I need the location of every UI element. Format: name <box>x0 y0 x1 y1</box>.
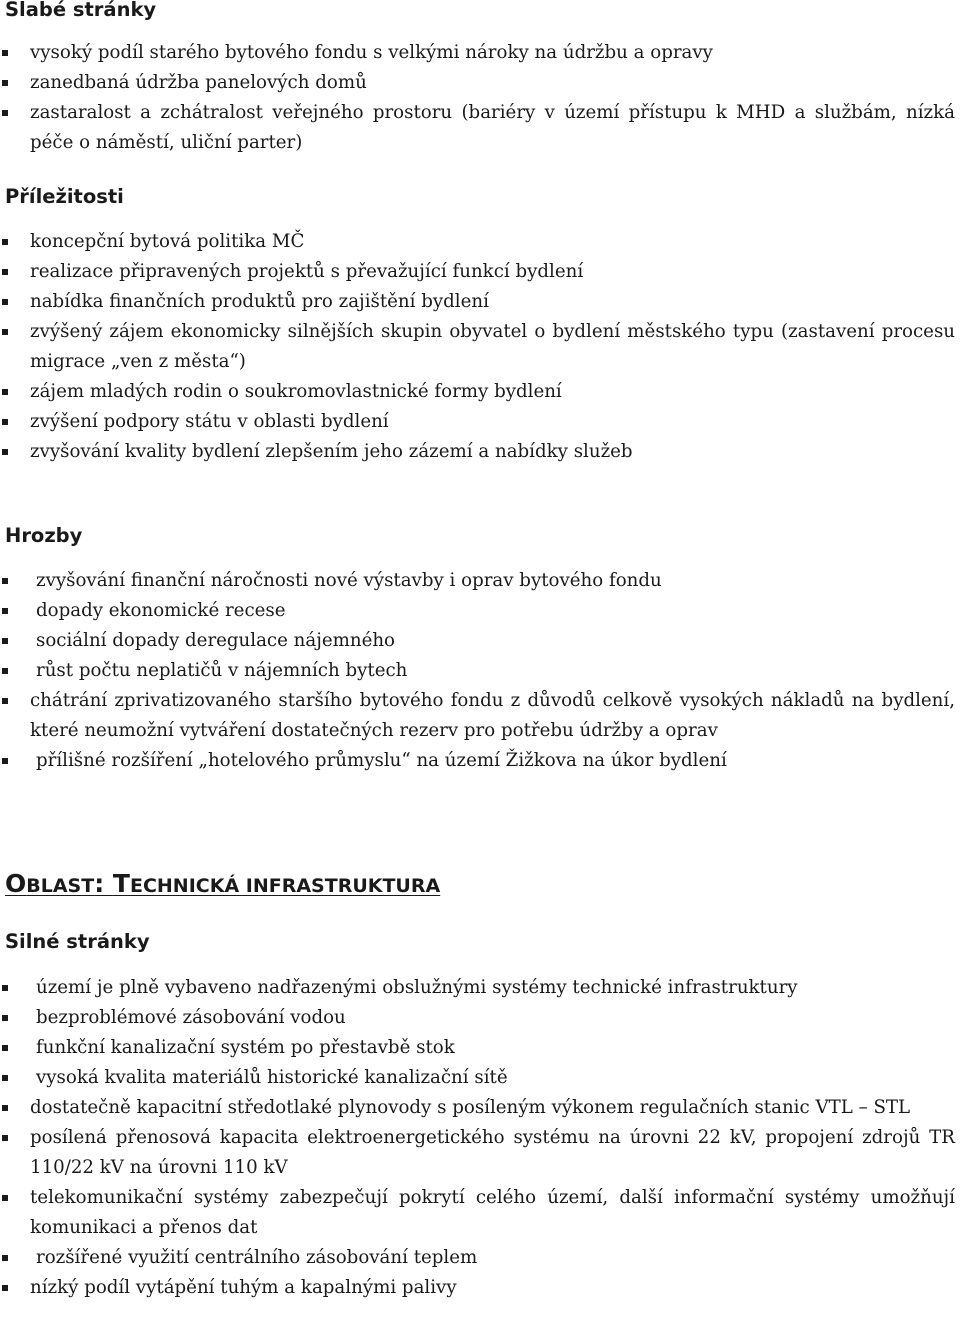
square-bullet-icon <box>2 985 8 991</box>
threats-heading: Hrozby <box>5 524 83 547</box>
list-item: realizace připravených projektů s převažující funkcí bydlení <box>0 257 960 287</box>
list-item: růst počtu neplatičů v nájemních bytech <box>0 656 960 686</box>
list-item: nabídka finančních produktů pro zajištění bydlení <box>0 287 960 317</box>
list-item: vysoká kvalita materiálů historické kanalizační sítě <box>0 1063 960 1093</box>
square-bullet-icon <box>2 449 8 455</box>
strengths-heading: Silné stránky <box>5 930 150 953</box>
square-bullet-icon <box>2 1285 8 1291</box>
square-bullet-icon <box>2 758 8 764</box>
weaknesses-heading: Slabé stránky <box>5 0 157 21</box>
square-bullet-icon <box>2 1105 8 1111</box>
list-item: zájem mladých rodin o soukromovlastnické formy bydlení <box>0 377 960 407</box>
list-item: funkční kanalizační systém po přestavbě stok <box>0 1033 960 1063</box>
list-item: zvyšování finanční náročnosti nové výstavby i oprav bytového fondu <box>0 566 960 596</box>
opportunities-heading: Příležitosti <box>5 185 124 208</box>
list-item: rozšířené využití centrálního zásobování teplem <box>0 1243 960 1273</box>
square-bullet-icon <box>2 1195 8 1201</box>
list-item: chátrání zprivatizovaného staršího bytového fondu z důvodů celkově vysokých nákladů na bydlení, které neumožní vytváření dostatečných rezerv pro potřebu údržby a oprav <box>0 686 960 746</box>
list-item: zvyšování kvality bydlení zlepšením jeho zázemí a nabídky služeb <box>0 437 960 467</box>
square-bullet-icon <box>2 1255 8 1261</box>
list-item: přílišné rozšíření „hotelového průmyslu“ na území Žižkova na úkor bydlení <box>0 746 960 776</box>
list-item: telekomunikační systémy zabezpečují pokrytí celého území, další informační systémy umožňují komunikaci a přenos dat <box>0 1183 960 1243</box>
square-bullet-icon <box>2 329 8 335</box>
square-bullet-icon <box>2 668 8 674</box>
list-item: zanedbaná údržba panelových domů <box>0 68 960 98</box>
square-bullet-icon <box>2 578 8 584</box>
list-item: vysoký podíl starého bytového fondu s velkými nároky na údržbu a opravy <box>0 38 960 68</box>
list-item: dostatečně kapacitní středotlaké plynovody s posíleným výkonem regulačních stanic VTL – STL <box>0 1093 960 1123</box>
square-bullet-icon <box>2 50 8 56</box>
strengths-list <box>0 973 960 1303</box>
list-item: zvýšený zájem ekonomicky silnějších skupin obyvatel o bydlení městského typu (zastavení procesu migrace „ven z města“) <box>0 317 960 377</box>
square-bullet-icon <box>2 1075 8 1081</box>
list-item: dopady ekonomické recese <box>0 596 960 626</box>
square-bullet-icon <box>2 239 8 245</box>
square-bullet-icon <box>2 638 8 644</box>
weaknesses-list <box>0 38 960 158</box>
square-bullet-icon <box>2 698 8 704</box>
square-bullet-icon <box>2 1045 8 1051</box>
list-item: koncepční bytová politika MČ <box>0 227 960 257</box>
area-title: OBLAST: TECHNICKÁ INFRASTRUKTURA <box>5 869 441 898</box>
list-item: posílená přenosová kapacita elektroenergetického systému na úrovni 22 kV, propojení zdrojů TR 110/22 kV na úrovni 110 kV <box>0 1123 960 1183</box>
square-bullet-icon <box>2 110 8 116</box>
square-bullet-icon <box>2 269 8 275</box>
square-bullet-icon <box>2 419 8 425</box>
list-item: území je plně vybaveno nadřazenými obslužnými systémy technické infrastruktury <box>0 973 960 1003</box>
square-bullet-icon <box>2 299 8 305</box>
list-item: zvýšení podpory státu v oblasti bydlení <box>0 407 960 437</box>
list-item: sociální dopady deregulace nájemného <box>0 626 960 656</box>
square-bullet-icon <box>2 80 8 86</box>
opportunities-list <box>0 227 960 467</box>
list-item: bezproblémové zásobování vodou <box>0 1003 960 1033</box>
square-bullet-icon <box>2 1135 8 1141</box>
square-bullet-icon <box>2 389 8 395</box>
threats-list <box>0 566 960 776</box>
square-bullet-icon <box>2 1015 8 1021</box>
list-item: nízký podíl vytápění tuhým a kapalnými palivy <box>0 1273 960 1303</box>
list-item: zastaralost a zchátralost veřejného prostoru (bariéry v území přístupu k MHD a službám, nízká péče o náměstí, uliční parter) <box>0 98 960 158</box>
square-bullet-icon <box>2 608 8 614</box>
